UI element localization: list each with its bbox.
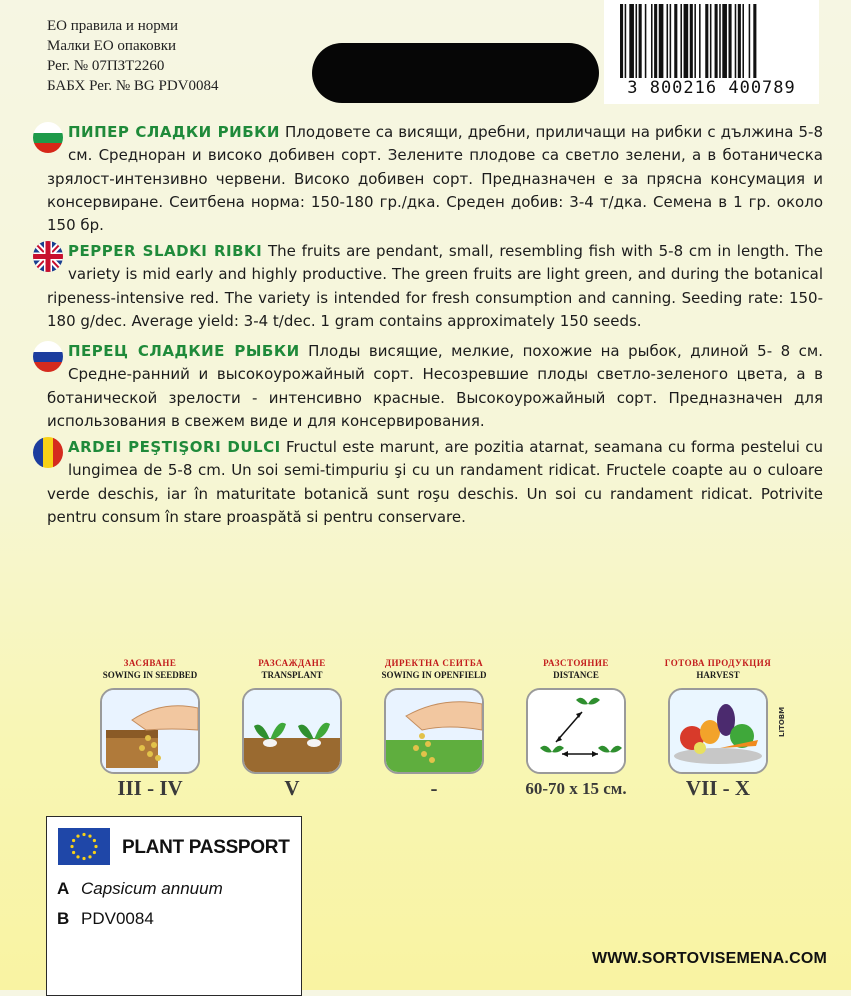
description-romanian bbox=[47, 436, 823, 529]
registration-block bbox=[47, 16, 219, 96]
barcode-number: 3 800216 400789 bbox=[627, 78, 796, 98]
barcode bbox=[604, 0, 819, 104]
passport-key: A bbox=[57, 879, 70, 898]
description-english bbox=[47, 240, 823, 333]
botanical-name: Capsicum annuum bbox=[81, 879, 223, 898]
variety-title: ПЕРЕЦ СЛАДКИЕ РЫБКИ bbox=[68, 342, 300, 360]
step-label-en: SOWING IN SEEDBED bbox=[102, 670, 198, 680]
passport-key: B bbox=[57, 909, 70, 928]
russia-flag bbox=[33, 341, 63, 372]
step-harvest bbox=[648, 658, 788, 801]
description-text: The fruits are pendant, small, resembling fish with 5-8 cm in length. The variety is mid early and highly productive. The green fruits are light green, and during the botanical ripeness-intensive red. The variety is intended for fresh consumption and canning. Seeding rate: 150-180 g/dec. Average yield: 3-4 t/dec. 1 gram contains approximately 150 seeds. bbox=[47, 242, 823, 330]
step-label-en: DISTANCE bbox=[553, 670, 599, 680]
registration-line: Малки ЕО опаковки bbox=[47, 38, 177, 54]
harvest-icon bbox=[668, 688, 768, 774]
step-transplant bbox=[222, 658, 362, 801]
description-russian bbox=[47, 340, 823, 433]
step-label-en: HARVEST bbox=[696, 670, 740, 680]
step-value: III - IV bbox=[117, 776, 183, 800]
description-text: Плоды висящие, мелкие, похожие на рыбок, длиной 5- 8 см. Средне-ранний и высокоурожайный сорт. Несозревшие плоды светло-зеленого цвета, а в ботанической зрелости - интенсивно красные. Высокоурожайный сорт. Предназначен для использования в свежем виде и для консервирования. bbox=[47, 342, 824, 430]
registration-line: Рег. № 07ПЗТ2260 bbox=[47, 58, 165, 74]
step-value: VII - X bbox=[685, 776, 751, 800]
passport-row-b bbox=[57, 909, 154, 929]
step-label-bg: ДИРЕКТНА СЕИТБА bbox=[384, 658, 484, 668]
barcode-bars bbox=[620, 4, 803, 78]
seedbed-sowing-icon bbox=[100, 688, 200, 774]
variety-title: ПИПЕР СЛАДКИ РИБКИ bbox=[68, 123, 280, 141]
step-value: - bbox=[430, 776, 438, 800]
step-value: 60-70 x 15 см. bbox=[525, 779, 627, 798]
step-label-en: TRANSPLANT bbox=[261, 670, 323, 680]
step-sowing-seedbed bbox=[80, 658, 220, 801]
openfield-sowing-icon bbox=[384, 688, 484, 774]
transplant-icon bbox=[242, 688, 342, 774]
step-label-bg: ГОТОВА ПРОДУКЦИЯ bbox=[664, 658, 772, 668]
cultivation-steps bbox=[80, 658, 800, 808]
bulgaria-flag bbox=[33, 122, 63, 153]
step-label-bg: РАЗСАЖДАНЕ bbox=[258, 658, 326, 668]
eu-flag-icon bbox=[58, 828, 110, 865]
registration-line: ЕО правила и норми bbox=[47, 18, 179, 34]
romania-flag bbox=[33, 437, 63, 468]
variety-title: ARDEI PEŞTIŞORI DULCI bbox=[68, 438, 281, 456]
step-sowing-openfield bbox=[364, 658, 504, 801]
passport-row-a bbox=[57, 879, 223, 899]
description-bulgarian bbox=[47, 121, 823, 237]
description-text: Плодовете са висящи, дребни, приличащи на рибки с дължина 5-8 см. Средноран и високо добивен сорт. Зелените плодове са светло зелени, а в ботаническа зрялост-интензивно червени. Високо добивен сорт. Предназначен е за прясна консумация и консервиране. Сеитбена норма: 150-180 гр./дка. Среден добив: 3-4 т/дка. Семена в 1 гр. около 150 бр. bbox=[47, 123, 824, 235]
uk-flag bbox=[33, 241, 63, 272]
step-label-bg: РАЗСТОЯНИЕ bbox=[543, 658, 609, 668]
step-label-bg: ЗАСЯВАНЕ bbox=[123, 658, 177, 668]
producer-code: PDV0084 bbox=[81, 909, 154, 928]
distance-icon bbox=[526, 688, 626, 774]
description-text: Fructul este marunt, are pozitia atarnat, seamana cu forma pestelui cu lungimea de 5-8 cm. Un soi semi-timpuriu şi cu un randament ridicat. Fructele coapte au o culoare verde deschis, iar în maturitate botanică sunt roşu deschis. Un soi cu randament ridicat. Potrivite pentru consum în stare proaspătă si pentru conservare. bbox=[47, 438, 823, 526]
step-distance bbox=[506, 658, 646, 799]
hang-hole bbox=[312, 43, 599, 103]
registration-line: БАБХ Рег. № BG PDV0084 bbox=[47, 78, 219, 94]
plant-passport bbox=[46, 816, 302, 996]
website-url: WWW.SORTOVISEMENA.COM bbox=[591, 950, 827, 967]
print-code: LITOBM bbox=[778, 706, 786, 737]
step-value: V bbox=[284, 776, 300, 800]
step-label-en: SOWING IN OPENFIELD bbox=[381, 670, 487, 680]
passport-title: PLANT PASSPORT bbox=[122, 837, 290, 858]
variety-title: PEPPER SLADKI RIBKI bbox=[68, 242, 263, 260]
